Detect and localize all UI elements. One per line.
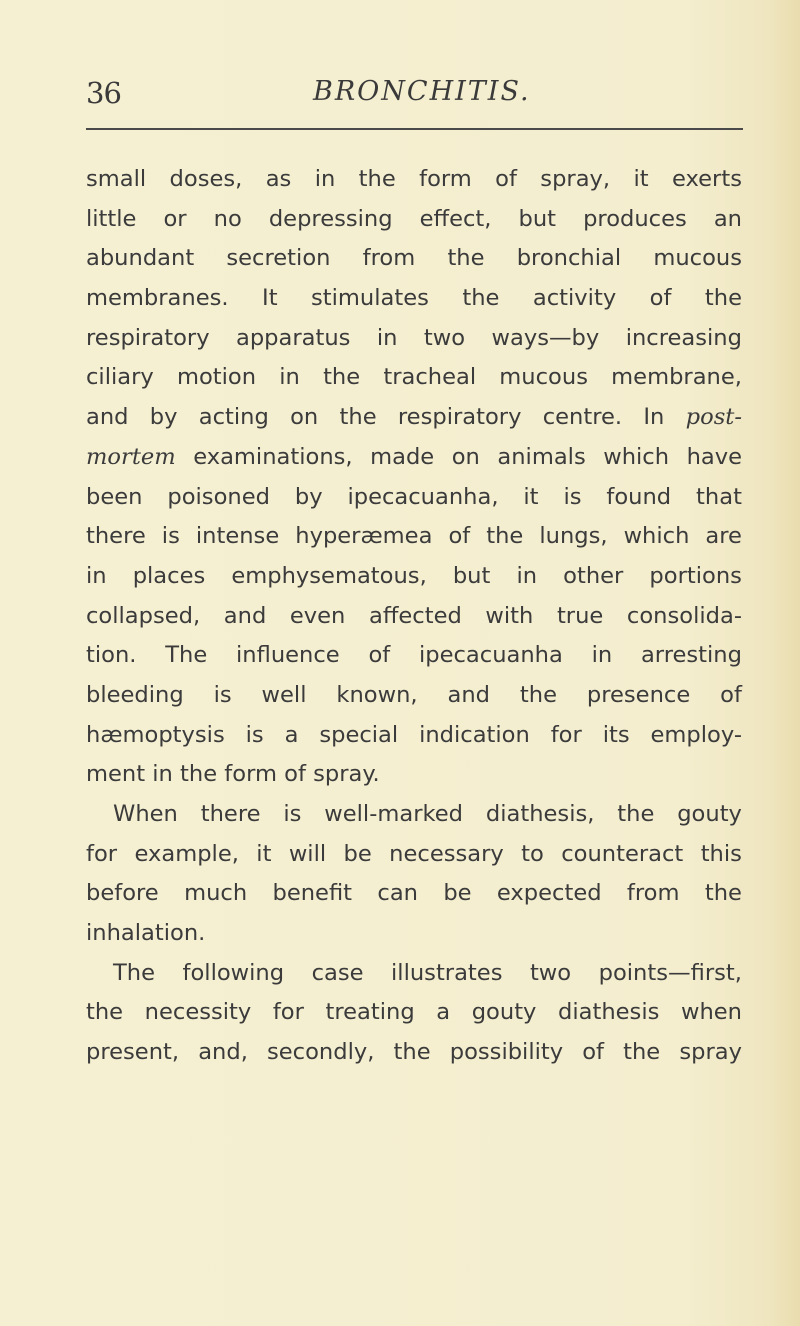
word: on xyxy=(451,443,480,470)
text-line xyxy=(86,795,742,835)
word: examinations, xyxy=(193,443,353,470)
word: to xyxy=(521,840,544,867)
word: membranes. xyxy=(86,285,229,312)
word: an xyxy=(713,205,742,232)
word: The xyxy=(165,642,208,669)
word: emphysematous, xyxy=(231,562,427,589)
word: which xyxy=(623,523,690,550)
word: the xyxy=(86,999,124,1026)
word: diathesis, xyxy=(485,801,595,827)
word: a xyxy=(284,721,299,748)
word: secretion xyxy=(226,245,331,272)
word: respiratory xyxy=(86,324,210,351)
word: special xyxy=(319,721,399,748)
page-number: 36 xyxy=(86,76,121,110)
word: lungs, xyxy=(539,523,608,550)
word: two xyxy=(423,324,466,351)
word: respiratory xyxy=(397,404,522,431)
word: influence xyxy=(236,642,340,669)
word: and xyxy=(447,681,490,708)
word: well-marked xyxy=(324,801,464,827)
word: motion xyxy=(176,364,257,391)
text-line xyxy=(86,398,742,438)
word: intense xyxy=(195,523,280,550)
word: ciliary xyxy=(86,364,154,391)
text-line xyxy=(86,200,742,240)
page-header xyxy=(86,76,746,116)
word: little xyxy=(86,205,137,232)
word: a xyxy=(436,999,451,1026)
text-line xyxy=(86,358,742,398)
word: treating xyxy=(325,999,415,1026)
word: spray, xyxy=(540,166,611,192)
word: of xyxy=(720,681,742,708)
word: its xyxy=(602,721,630,748)
word: there xyxy=(200,801,261,827)
word: expected xyxy=(496,880,602,907)
word: In xyxy=(643,404,665,431)
word: mucous xyxy=(499,364,588,391)
word: from xyxy=(626,880,680,907)
word: in xyxy=(279,364,300,391)
word: present, xyxy=(86,1039,180,1066)
word: is xyxy=(283,801,302,827)
word: in xyxy=(314,166,336,192)
word: hæmoptysis xyxy=(86,721,225,748)
word: animals xyxy=(497,443,586,470)
word: counteract xyxy=(561,840,684,867)
word: acting xyxy=(198,404,269,431)
word: gouty xyxy=(471,999,537,1026)
word: and xyxy=(86,404,129,431)
text-line xyxy=(86,716,742,756)
word: is xyxy=(161,523,180,550)
text-line xyxy=(86,954,742,994)
word: ipecacuanha, xyxy=(347,483,499,510)
text-line xyxy=(86,676,742,716)
word: as xyxy=(265,166,292,192)
word: exerts xyxy=(671,166,742,192)
word: secondly, xyxy=(267,1039,375,1066)
word: consolida- xyxy=(626,602,742,629)
word: found xyxy=(606,483,672,510)
word: arresting xyxy=(640,642,742,669)
word: for xyxy=(272,999,304,1026)
word: membrane, xyxy=(611,364,742,391)
word: and xyxy=(223,602,267,629)
word: in xyxy=(516,562,538,589)
text-line xyxy=(86,835,742,875)
word: before xyxy=(86,880,159,907)
word: for xyxy=(86,840,118,867)
word: the xyxy=(519,681,557,708)
word: by xyxy=(294,483,323,510)
word: the xyxy=(704,285,742,312)
text-line xyxy=(86,319,742,359)
word: in xyxy=(376,324,398,351)
running-title: BRONCHITIS. xyxy=(313,76,531,107)
word: on xyxy=(290,404,319,431)
word: produces xyxy=(583,205,687,232)
word: other xyxy=(563,562,624,589)
word: in xyxy=(591,642,613,669)
word: have xyxy=(686,443,742,470)
word: stimulates xyxy=(311,285,429,312)
word: the xyxy=(704,880,742,907)
word: following xyxy=(182,959,285,986)
word: and, xyxy=(198,1039,248,1066)
word: collapsed, xyxy=(86,602,201,629)
word: the xyxy=(339,404,377,431)
text-line xyxy=(86,597,742,637)
word: the xyxy=(323,364,361,391)
word: necessity xyxy=(144,999,252,1026)
word: post- xyxy=(685,404,742,431)
word: case xyxy=(311,959,364,986)
word: made xyxy=(370,443,435,470)
word: indication xyxy=(419,721,530,748)
word: effect, xyxy=(419,205,492,232)
word: the xyxy=(462,285,500,312)
text-line xyxy=(86,993,742,1033)
word: presence xyxy=(586,681,691,708)
word: spray xyxy=(679,1039,742,1066)
word: gouty xyxy=(677,801,742,827)
word: two xyxy=(529,959,572,986)
text-line xyxy=(86,557,742,597)
word: the xyxy=(447,245,485,272)
word: will xyxy=(288,840,327,867)
word: much xyxy=(184,880,248,907)
word: can xyxy=(377,880,418,907)
word: doses, xyxy=(169,166,243,192)
word: employ- xyxy=(650,721,742,748)
word: when xyxy=(680,999,742,1026)
word: known, xyxy=(336,681,418,708)
word: centre. xyxy=(542,404,623,431)
word: illustrates xyxy=(391,959,503,986)
text-line xyxy=(86,239,742,279)
word: increasing xyxy=(625,324,742,351)
word: possibility xyxy=(449,1039,564,1066)
text-line xyxy=(86,636,742,676)
word: points—first, xyxy=(598,959,742,986)
word: but xyxy=(518,205,557,232)
word: the xyxy=(617,801,655,827)
word: true xyxy=(556,602,604,629)
word: benefit xyxy=(272,880,353,907)
word: there xyxy=(86,523,146,550)
word: even xyxy=(289,602,346,629)
text-line xyxy=(86,438,742,478)
header-rule xyxy=(86,128,743,130)
text-line: inhalation. xyxy=(86,920,206,947)
word: the xyxy=(393,1039,431,1066)
word: bleeding xyxy=(86,681,184,708)
word: hyperæmea xyxy=(295,523,433,550)
word: of xyxy=(448,523,471,550)
word: it xyxy=(523,483,539,510)
word: the xyxy=(486,523,524,550)
word: depressing xyxy=(268,205,393,232)
word: tracheal xyxy=(383,364,477,391)
word: It xyxy=(262,285,278,312)
word: by xyxy=(149,404,178,431)
word: bronchial xyxy=(516,245,622,272)
text-line xyxy=(86,517,742,557)
word: When xyxy=(113,801,178,827)
word: abundant xyxy=(86,245,195,272)
word: this xyxy=(700,840,742,867)
word: no xyxy=(213,205,242,232)
word: of xyxy=(368,642,391,669)
text-line xyxy=(86,279,742,319)
word: been xyxy=(86,483,143,510)
text-line xyxy=(86,1033,742,1073)
word: mucous xyxy=(653,245,742,272)
word: for xyxy=(550,721,582,748)
word: be xyxy=(343,840,372,867)
word: necessary xyxy=(389,840,504,867)
word: tion. xyxy=(86,642,137,669)
body-text xyxy=(86,160,742,1073)
word: but xyxy=(452,562,491,589)
word: are xyxy=(705,523,742,550)
word: of xyxy=(495,166,517,192)
word: or xyxy=(163,205,187,232)
word: be xyxy=(443,880,472,907)
word: portions xyxy=(649,562,742,589)
word: The xyxy=(113,959,156,986)
word: small xyxy=(86,166,147,192)
word: that xyxy=(696,483,742,510)
word: form xyxy=(419,166,472,192)
word: with xyxy=(485,602,534,629)
word: of xyxy=(582,1039,605,1066)
word: from xyxy=(362,245,416,272)
word: poisoned xyxy=(167,483,270,510)
word: it xyxy=(256,840,272,867)
word: of xyxy=(649,285,672,312)
word: diathesis xyxy=(558,999,660,1026)
word: ways—by xyxy=(491,324,600,351)
word: in xyxy=(86,562,107,589)
word: affected xyxy=(368,602,462,629)
word: apparatus xyxy=(235,324,351,351)
word: which xyxy=(603,443,670,470)
word: the xyxy=(358,166,396,192)
word: is xyxy=(245,721,264,748)
word: well xyxy=(261,681,307,708)
text-line: ment in the form of spray. xyxy=(86,761,380,788)
word: the xyxy=(623,1039,661,1066)
word: it xyxy=(633,166,649,192)
word: is xyxy=(563,483,582,510)
text-line xyxy=(86,160,742,200)
text-line xyxy=(86,874,742,914)
word: example, xyxy=(134,840,239,867)
word: places xyxy=(132,562,206,589)
text-line xyxy=(86,478,742,518)
word: activity xyxy=(532,285,617,312)
word: is xyxy=(213,681,232,708)
word: mortem xyxy=(86,443,176,470)
word: ipecacuanha xyxy=(418,642,563,669)
